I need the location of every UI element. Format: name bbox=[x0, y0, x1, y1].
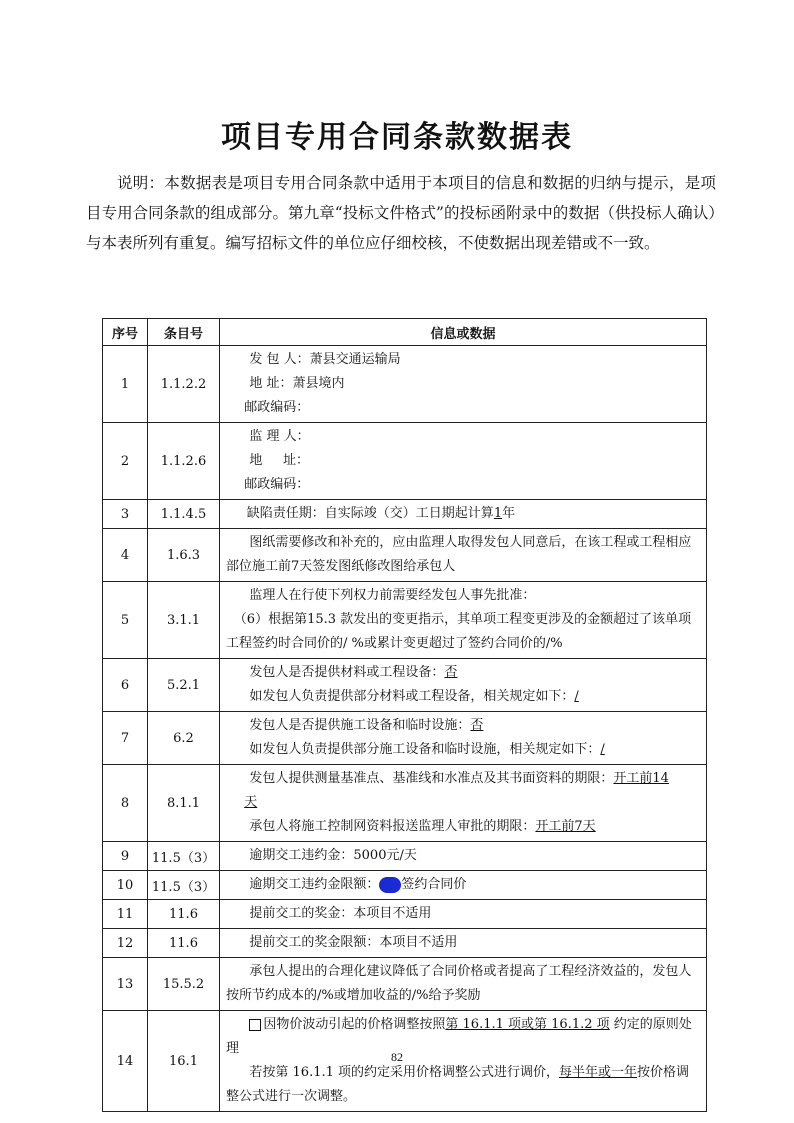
materials-provided-line bbox=[226, 661, 702, 685]
materials-rules-value: / bbox=[574, 689, 579, 704]
highlight-mark bbox=[379, 877, 401, 893]
table-row bbox=[103, 346, 707, 423]
info-line: 邮政编码： bbox=[244, 400, 310, 415]
row-clause: 1.6.3 bbox=[148, 529, 220, 582]
row-seq: 1 bbox=[103, 346, 148, 423]
info-text: （6）根据第15.3 款发出的变更指示，其单项工程变更涉及的金额超过了该单项工程签约时合同价的/ %或累计变更超过了签约合同价的/% bbox=[226, 612, 692, 651]
table-row bbox=[103, 958, 707, 1011]
equipment-provided-label: 发包人是否提供施工设备和临时设施： bbox=[249, 718, 471, 733]
penalty-cap-label: 逾期交工违约金限额： bbox=[249, 877, 380, 892]
price-adjust-suffix: 约定的原则处理 bbox=[226, 1017, 692, 1056]
table-row bbox=[103, 842, 707, 871]
defect-period-line bbox=[226, 502, 702, 526]
survey-deadline-unit: 天 bbox=[244, 795, 258, 810]
row-seq: 12 bbox=[103, 929, 148, 958]
row-seq: 6 bbox=[103, 659, 148, 712]
info-line: 逾期交工违约金：5000元/天 bbox=[249, 848, 417, 863]
row-seq: 9 bbox=[103, 842, 148, 871]
page-title: 项目专用合同条款数据表 bbox=[221, 120, 573, 155]
row-seq: 13 bbox=[103, 958, 148, 1011]
row-clause: 1.1.2.6 bbox=[148, 423, 220, 500]
info-line: 提前交工的奖金：本项目不适用 bbox=[249, 906, 432, 921]
info-line: 邮政编码： bbox=[244, 477, 310, 492]
materials-rules-label: 如发包人负责提供部分材料或工程设备，相关规定如下： bbox=[249, 689, 575, 704]
materials-provided-label: 发包人是否提供材料或工程设备： bbox=[249, 665, 445, 680]
row-seq: 5 bbox=[103, 582, 148, 659]
control-network-label: 承包人将施工控制网资料报送监理人审批的期限： bbox=[249, 819, 536, 834]
control-network-line bbox=[226, 815, 702, 839]
defect-period-value: 1 bbox=[493, 506, 503, 521]
row-info bbox=[220, 765, 707, 842]
row-seq: 8 bbox=[103, 765, 148, 842]
intro-paragraph: 说明：本数据表是项目专用合同条款中适用于本项目的信息和数据的归纳与提示，是项目专用合同条款的组成部分。第九章“投标文件格式”的投标函附录中的数据（供投标人确认）与本表所列有重复。编写招标文件的单位应仔细校核，不使数据出现差错或不一致。 bbox=[86, 174, 716, 252]
row-seq: 14 bbox=[103, 1011, 148, 1112]
row-clause: 11.5（3） bbox=[148, 871, 220, 900]
info-line: 监 理 人： bbox=[249, 429, 310, 444]
defect-period-unit: 年 bbox=[502, 506, 516, 521]
control-network-value: 开工前7天 bbox=[535, 819, 596, 834]
row-seq: 10 bbox=[103, 871, 148, 900]
table-row bbox=[103, 500, 707, 529]
row-clause: 1.1.4.5 bbox=[148, 500, 220, 529]
info-text: 图纸需要修改和补充的，应由监理人取得发包人同意后，在该工程或工程相应部位施工前7天签发图纸修改图给承包人 bbox=[226, 535, 692, 574]
info-line: 监理人在行使下列权力前需要经发包人事先批准： bbox=[249, 588, 536, 603]
page-number: 82 bbox=[391, 1050, 403, 1064]
row-info bbox=[220, 712, 707, 765]
penalty-cap-unit: 签约合同价 bbox=[401, 877, 467, 892]
penalty-cap-line bbox=[226, 873, 702, 897]
header-clause: 条目号 bbox=[148, 319, 220, 346]
table-row bbox=[103, 929, 707, 958]
materials-rules-line bbox=[226, 685, 702, 709]
info-line: 发 包 人：萧县交通运输局 bbox=[249, 352, 401, 367]
table-row bbox=[103, 582, 707, 659]
row-clause: 11.5（3） bbox=[148, 842, 220, 871]
survey-deadline-label: 发包人提供测量基准点、基准线和水准点及其书面资料的期限： bbox=[249, 771, 614, 786]
contract-data-table bbox=[102, 318, 707, 1112]
survey-deadline-value: 开工前14 bbox=[613, 771, 669, 786]
info-line: 提前交工的奖金限额：本项目不适用 bbox=[249, 935, 458, 950]
row-info bbox=[220, 423, 707, 500]
row-info bbox=[220, 346, 707, 423]
header-seq: 序号 bbox=[103, 319, 148, 346]
row-info bbox=[220, 529, 707, 582]
adjust-formula-suffix: 按价格调整公式进行一次调整。 bbox=[226, 1065, 690, 1104]
table-row bbox=[103, 423, 707, 500]
row-info bbox=[220, 929, 707, 958]
row-info bbox=[220, 842, 707, 871]
equipment-rules-value: / bbox=[600, 742, 605, 757]
row-clause: 3.1.1 bbox=[148, 582, 220, 659]
row-seq: 11 bbox=[103, 900, 148, 929]
equipment-provided-value: 否 bbox=[470, 718, 484, 733]
materials-provided-value: 否 bbox=[444, 665, 458, 680]
adjust-formula-label: 若按第 16.1.1 项的约定采用价格调整公式进行调价， bbox=[249, 1065, 560, 1080]
row-clause: 11.6 bbox=[148, 929, 220, 958]
row-clause: 8.1.1 bbox=[148, 765, 220, 842]
adjust-formula-line bbox=[226, 1061, 702, 1109]
equipment-rules-label: 如发包人负责提供部分施工设备和临时设施，相关规定如下： bbox=[249, 742, 601, 757]
table-row bbox=[103, 765, 707, 842]
row-info bbox=[220, 900, 707, 929]
row-seq: 7 bbox=[103, 712, 148, 765]
row-seq: 4 bbox=[103, 529, 148, 582]
price-adjust-label: 因物价波动引起的价格调整按照 bbox=[263, 1017, 446, 1032]
row-clause: 11.6 bbox=[148, 900, 220, 929]
table-header-row bbox=[103, 319, 707, 346]
equipment-rules-line bbox=[226, 738, 702, 762]
info-text: 承包人提出的合理化建议降低了合同价格或者提高了工程经济效益的，发包人按所节约成本的/%或增加收益的/%给予奖励 bbox=[226, 964, 692, 1003]
table-row bbox=[103, 712, 707, 765]
row-info bbox=[220, 582, 707, 659]
info-line: 地 址： bbox=[249, 453, 310, 468]
row-info bbox=[220, 500, 707, 529]
price-adjust-clauses: 第 16.1.1 项或第 16.1.2 项 bbox=[445, 1017, 610, 1032]
row-seq: 2 bbox=[103, 423, 148, 500]
equipment-provided-line bbox=[226, 714, 702, 738]
defect-period-label: 缺陷责任期：自实际竣（交）工日期起计算 bbox=[246, 506, 494, 521]
row-seq: 3 bbox=[103, 500, 148, 529]
table-row bbox=[103, 529, 707, 582]
row-clause: 15.5.2 bbox=[148, 958, 220, 1011]
checkbox-icon[interactable] bbox=[249, 1019, 261, 1031]
row-clause: 6.2 bbox=[148, 712, 220, 765]
table-row bbox=[103, 871, 707, 900]
info-line: 地 址：萧县境内 bbox=[249, 376, 345, 391]
survey-deadline-line bbox=[226, 767, 702, 791]
header-info: 信息或数据 bbox=[220, 319, 707, 346]
row-info bbox=[220, 659, 707, 712]
row-clause: 1.1.2.2 bbox=[148, 346, 220, 423]
table-row bbox=[103, 659, 707, 712]
adjust-frequency: 每半年或一年 bbox=[559, 1065, 638, 1080]
row-info bbox=[220, 871, 707, 900]
row-clause: 16.1 bbox=[148, 1011, 220, 1112]
row-info bbox=[220, 958, 707, 1011]
table-row bbox=[103, 900, 707, 929]
row-clause: 5.2.1 bbox=[148, 659, 220, 712]
